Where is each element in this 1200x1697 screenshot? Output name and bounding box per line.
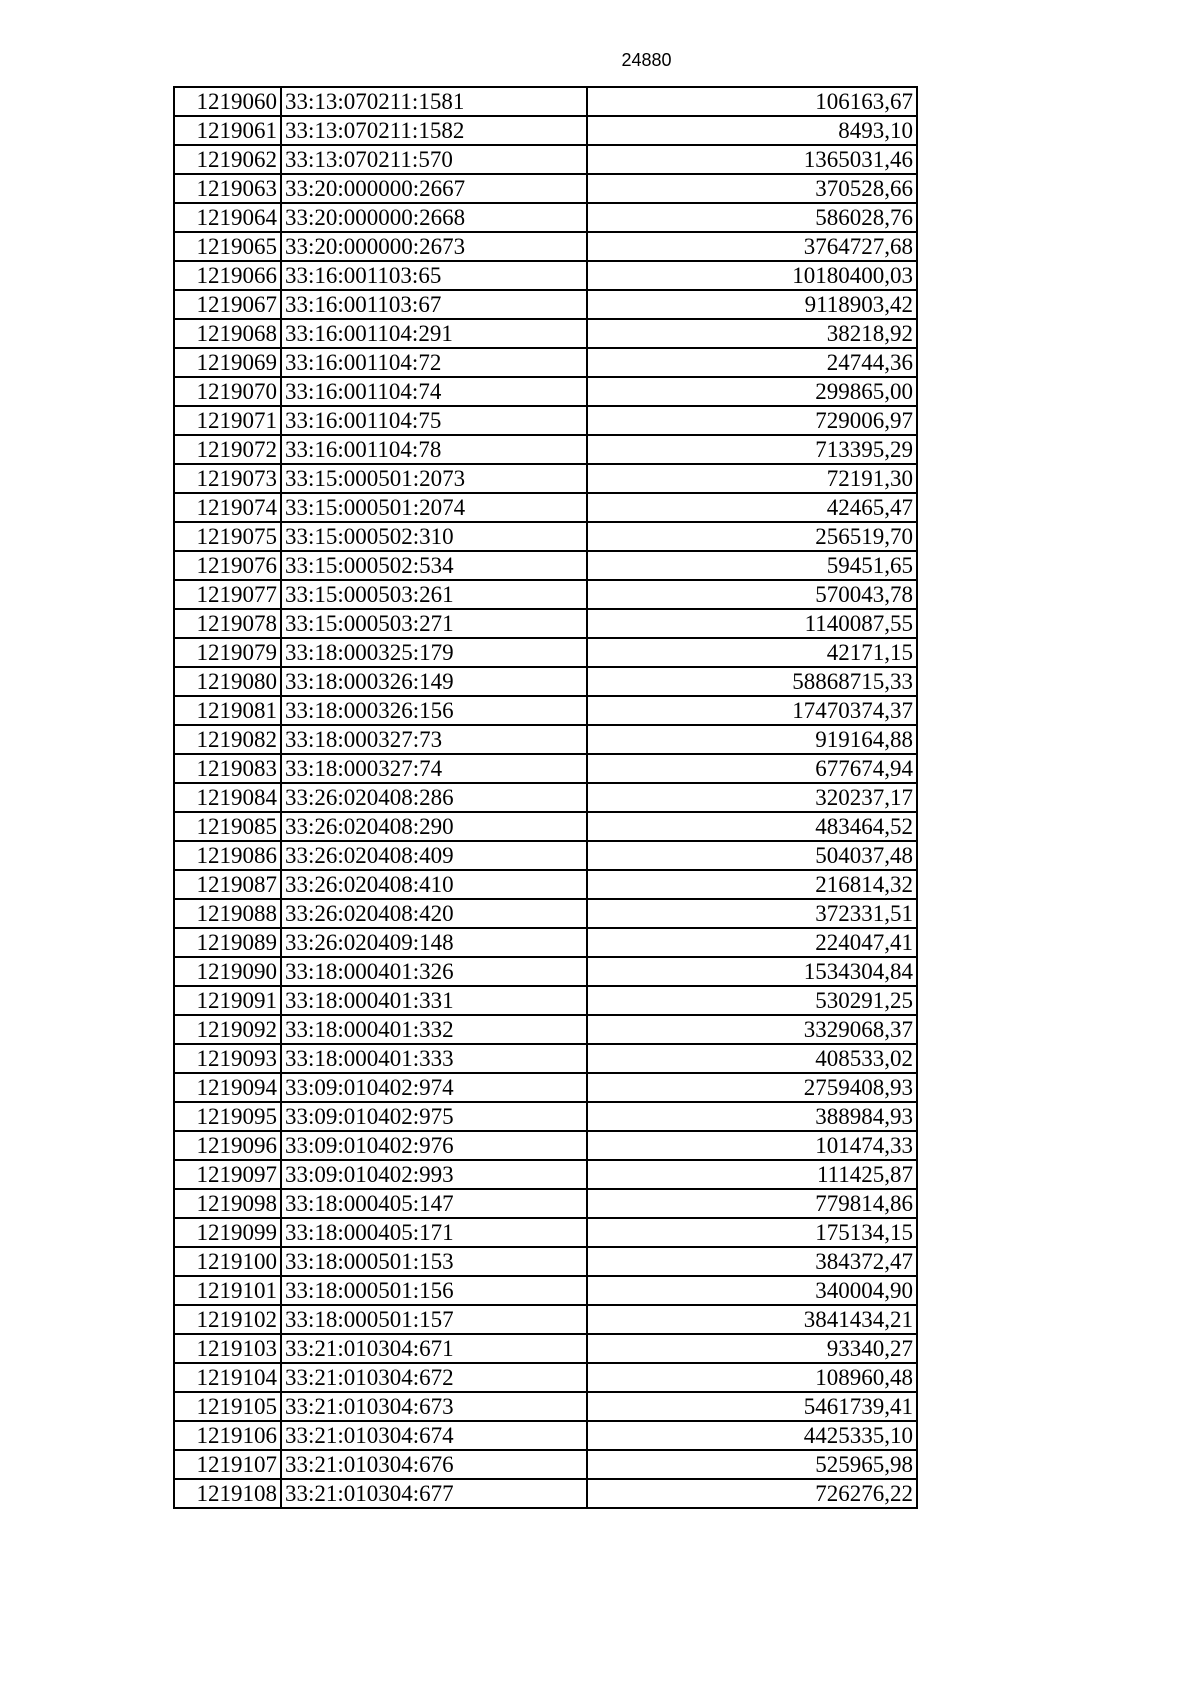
row-number-cell: 1219085 [174, 812, 281, 841]
table-row [174, 638, 917, 667]
cadastral-number-cell: 33:15:000502:310 [281, 522, 587, 551]
row-number-cell: 1219088 [174, 899, 281, 928]
table-row [174, 1044, 917, 1073]
cadastral-value-cell: 388984,93 [587, 1102, 917, 1131]
cadastral-number-cell: 33:18:000501:156 [281, 1276, 587, 1305]
cadastral-value-cell: 3764727,68 [587, 232, 917, 261]
table-row [174, 1276, 917, 1305]
table-row [174, 406, 917, 435]
table-row [174, 841, 917, 870]
table-row [174, 783, 917, 812]
row-number-cell: 1219095 [174, 1102, 281, 1131]
cadastral-number-cell: 33:15:000501:2073 [281, 464, 587, 493]
cadastral-number-cell: 33:18:000501:153 [281, 1247, 587, 1276]
row-number-cell: 1219080 [174, 667, 281, 696]
cadastral-value-cell: 4425335,10 [587, 1421, 917, 1450]
cadastral-number-cell: 33:16:001103:67 [281, 290, 587, 319]
row-number-cell: 1219097 [174, 1160, 281, 1189]
cadastral-value-cell: 72191,30 [587, 464, 917, 493]
table-row [174, 928, 917, 957]
row-number-cell: 1219066 [174, 261, 281, 290]
cadastral-number-cell: 33:18:000401:332 [281, 1015, 587, 1044]
cadastral-number-cell: 33:18:000401:333 [281, 1044, 587, 1073]
cadastral-value-cell: 713395,29 [587, 435, 917, 464]
row-number-cell: 1219070 [174, 377, 281, 406]
row-number-cell: 1219093 [174, 1044, 281, 1073]
row-number-cell: 1219078 [174, 609, 281, 638]
row-number-cell: 1219064 [174, 203, 281, 232]
row-number-cell: 1219105 [174, 1392, 281, 1421]
cadastral-value-cell: 2759408,93 [587, 1073, 917, 1102]
cadastral-number-cell: 33:09:010402:975 [281, 1102, 587, 1131]
row-number-cell: 1219094 [174, 1073, 281, 1102]
cadastral-value-cell: 372331,51 [587, 899, 917, 928]
table-row [174, 1102, 917, 1131]
cadastral-value-cell: 17470374,37 [587, 696, 917, 725]
row-number-cell: 1219084 [174, 783, 281, 812]
row-number-cell: 1219087 [174, 870, 281, 899]
row-number-cell: 1219072 [174, 435, 281, 464]
row-number-cell: 1219073 [174, 464, 281, 493]
row-number-cell: 1219061 [174, 116, 281, 145]
row-number-cell: 1219089 [174, 928, 281, 957]
cadastral-number-cell: 33:21:010304:672 [281, 1363, 587, 1392]
cadastral-number-cell: 33:26:020409:148 [281, 928, 587, 957]
row-number-cell: 1219107 [174, 1450, 281, 1479]
row-number-cell: 1219091 [174, 986, 281, 1015]
cadastral-value-cell: 726276,22 [587, 1479, 917, 1508]
cadastral-number-cell: 33:26:020408:420 [281, 899, 587, 928]
row-number-cell: 1219071 [174, 406, 281, 435]
cadastral-value-cell: 24744,36 [587, 348, 917, 377]
row-number-cell: 1219092 [174, 1015, 281, 1044]
row-number-cell: 1219099 [174, 1218, 281, 1247]
cadastral-number-cell: 33:20:000000:2667 [281, 174, 587, 203]
row-number-cell: 1219106 [174, 1421, 281, 1450]
cadastral-number-cell: 33:16:001104:74 [281, 377, 587, 406]
cadastral-number-cell: 33:13:070211:1581 [281, 87, 587, 116]
cadastral-value-cell: 9118903,42 [587, 290, 917, 319]
table-row [174, 493, 917, 522]
cadastral-number-cell: 33:16:001103:65 [281, 261, 587, 290]
cadastral-number-cell: 33:26:020408:286 [281, 783, 587, 812]
cadastral-value-cell: 408533,02 [587, 1044, 917, 1073]
cadastral-number-cell: 33:18:000405:147 [281, 1189, 587, 1218]
table-row [174, 986, 917, 1015]
table-row [174, 1305, 917, 1334]
cadastral-value-cell: 1140087,55 [587, 609, 917, 638]
table-row [174, 464, 917, 493]
cadastral-value-cell: 729006,97 [587, 406, 917, 435]
cadastral-value-cell: 1534304,84 [587, 957, 917, 986]
cadastral-number-cell: 33:16:001104:72 [281, 348, 587, 377]
row-number-cell: 1219074 [174, 493, 281, 522]
cadastral-value-cell: 111425,87 [587, 1160, 917, 1189]
page-number: 24880 [621, 50, 672, 70]
cadastral-number-cell: 33:09:010402:993 [281, 1160, 587, 1189]
cadastral-number-cell: 33:26:020408:409 [281, 841, 587, 870]
table-row [174, 319, 917, 348]
row-number-cell: 1219076 [174, 551, 281, 580]
table-row [174, 261, 917, 290]
cadastral-value-cell: 8493,10 [587, 116, 917, 145]
row-number-cell: 1219067 [174, 290, 281, 319]
row-number-cell: 1219086 [174, 841, 281, 870]
table-body [174, 87, 917, 1508]
table-row [174, 1450, 917, 1479]
row-number-cell: 1219101 [174, 1276, 281, 1305]
table-row [174, 1073, 917, 1102]
cadastral-number-cell: 33:21:010304:674 [281, 1421, 587, 1450]
row-number-cell: 1219100 [174, 1247, 281, 1276]
cadastral-number-cell: 33:16:001104:75 [281, 406, 587, 435]
row-number-cell: 1219103 [174, 1334, 281, 1363]
cadastral-value-cell: 108960,48 [587, 1363, 917, 1392]
row-number-cell: 1219083 [174, 754, 281, 783]
cadastral-value-cell: 106163,67 [587, 87, 917, 116]
cadastral-number-cell: 33:21:010304:673 [281, 1392, 587, 1421]
table-row [174, 957, 917, 986]
row-number-cell: 1219065 [174, 232, 281, 261]
table-row [174, 754, 917, 783]
cadastral-number-cell: 33:20:000000:2668 [281, 203, 587, 232]
cadastral-number-cell: 33:18:000327:74 [281, 754, 587, 783]
cadastral-number-cell: 33:13:070211:1582 [281, 116, 587, 145]
table-row [174, 174, 917, 203]
cadastral-number-cell: 33:21:010304:676 [281, 1450, 587, 1479]
table-row [174, 812, 917, 841]
table-row [174, 1160, 917, 1189]
table-row [174, 1421, 917, 1450]
table-row [174, 348, 917, 377]
row-number-cell: 1219081 [174, 696, 281, 725]
table-row [174, 609, 917, 638]
row-number-cell: 1219075 [174, 522, 281, 551]
table-row [174, 232, 917, 261]
cadastral-value-cell: 175134,15 [587, 1218, 917, 1247]
row-number-cell: 1219063 [174, 174, 281, 203]
cadastral-value-cell: 38218,92 [587, 319, 917, 348]
row-number-cell: 1219090 [174, 957, 281, 986]
cadastral-number-cell: 33:09:010402:974 [281, 1073, 587, 1102]
table-row [174, 1479, 917, 1508]
cadastral-value-cell: 58868715,33 [587, 667, 917, 696]
cadastral-number-cell: 33:26:020408:410 [281, 870, 587, 899]
table-row [174, 1363, 917, 1392]
cadastral-number-cell: 33:20:000000:2673 [281, 232, 587, 261]
cadastral-value-cell: 384372,47 [587, 1247, 917, 1276]
row-number-cell: 1219077 [174, 580, 281, 609]
table-row [174, 116, 917, 145]
row-number-cell: 1219102 [174, 1305, 281, 1334]
table-row [174, 377, 917, 406]
cadastral-value-cell: 224047,41 [587, 928, 917, 957]
table-row [174, 870, 917, 899]
row-number-cell: 1219108 [174, 1479, 281, 1508]
table-row [174, 203, 917, 232]
cadastral-number-cell: 33:16:001104:78 [281, 435, 587, 464]
cadastral-value-cell: 5461739,41 [587, 1392, 917, 1421]
cadastral-number-cell: 33:15:000502:534 [281, 551, 587, 580]
cadastral-value-cell: 525965,98 [587, 1450, 917, 1479]
cadastral-value-cell: 530291,25 [587, 986, 917, 1015]
cadastral-number-cell: 33:18:000405:171 [281, 1218, 587, 1247]
table-row [174, 1218, 917, 1247]
row-number-cell: 1219068 [174, 319, 281, 348]
table-row [174, 1131, 917, 1160]
table-row [174, 522, 917, 551]
cadastral-value-cell: 101474,33 [587, 1131, 917, 1160]
cadastral-value-cell: 59451,65 [587, 551, 917, 580]
cadastral-value-cell: 586028,76 [587, 203, 917, 232]
cadastral-value-table [173, 86, 918, 1509]
row-number-cell: 1219096 [174, 1131, 281, 1160]
table-row [174, 696, 917, 725]
cadastral-value-cell: 216814,32 [587, 870, 917, 899]
table-row [174, 899, 917, 928]
cadastral-number-cell: 33:18:000326:149 [281, 667, 587, 696]
cadastral-value-cell: 570043,78 [587, 580, 917, 609]
table-row [174, 1015, 917, 1044]
cadastral-value-cell: 10180400,03 [587, 261, 917, 290]
cadastral-value-cell: 93340,27 [587, 1334, 917, 1363]
row-number-cell: 1219060 [174, 87, 281, 116]
cadastral-number-cell: 33:15:000501:2074 [281, 493, 587, 522]
table-row [174, 667, 917, 696]
table-row [174, 551, 917, 580]
cadastral-value-cell: 340004,90 [587, 1276, 917, 1305]
cadastral-number-cell: 33:13:070211:570 [281, 145, 587, 174]
cadastral-value-cell: 256519,70 [587, 522, 917, 551]
row-number-cell: 1219069 [174, 348, 281, 377]
cadastral-value-cell: 919164,88 [587, 725, 917, 754]
cadastral-value-cell: 483464,52 [587, 812, 917, 841]
cadastral-value-cell: 299865,00 [587, 377, 917, 406]
table-row [174, 580, 917, 609]
cadastral-number-cell: 33:26:020408:290 [281, 812, 587, 841]
cadastral-number-cell: 33:16:001104:291 [281, 319, 587, 348]
cadastral-value-cell: 677674,94 [587, 754, 917, 783]
table-row [174, 290, 917, 319]
row-number-cell: 1219098 [174, 1189, 281, 1218]
table-row [174, 1334, 917, 1363]
cadastral-number-cell: 33:09:010402:976 [281, 1131, 587, 1160]
cadastral-number-cell: 33:15:000503:271 [281, 609, 587, 638]
cadastral-value-cell: 779814,86 [587, 1189, 917, 1218]
cadastral-number-cell: 33:18:000401:331 [281, 986, 587, 1015]
cadastral-value-cell: 3841434,21 [587, 1305, 917, 1334]
table-row [174, 1247, 917, 1276]
cadastral-number-cell: 33:18:000327:73 [281, 725, 587, 754]
cadastral-number-cell: 33:18:000501:157 [281, 1305, 587, 1334]
cadastral-value-cell: 370528,66 [587, 174, 917, 203]
cadastral-number-cell: 33:18:000326:156 [281, 696, 587, 725]
table-row [174, 1189, 917, 1218]
table-row [174, 435, 917, 464]
cadastral-number-cell: 33:18:000325:179 [281, 638, 587, 667]
row-number-cell: 1219062 [174, 145, 281, 174]
cadastral-value-cell: 42171,15 [587, 638, 917, 667]
cadastral-number-cell: 33:18:000401:326 [281, 957, 587, 986]
row-number-cell: 1219079 [174, 638, 281, 667]
cadastral-number-cell: 33:21:010304:677 [281, 1479, 587, 1508]
cadastral-value-cell: 504037,48 [587, 841, 917, 870]
cadastral-value-cell: 320237,17 [587, 783, 917, 812]
table-row [174, 725, 917, 754]
row-number-cell: 1219104 [174, 1363, 281, 1392]
table-row [174, 145, 917, 174]
table-row [174, 87, 917, 116]
row-number-cell: 1219082 [174, 725, 281, 754]
cadastral-value-cell: 1365031,46 [587, 145, 917, 174]
cadastral-number-cell: 33:15:000503:261 [281, 580, 587, 609]
cadastral-value-cell: 42465,47 [587, 493, 917, 522]
cadastral-value-cell: 3329068,37 [587, 1015, 917, 1044]
table-row [174, 1392, 917, 1421]
cadastral-number-cell: 33:21:010304:671 [281, 1334, 587, 1363]
